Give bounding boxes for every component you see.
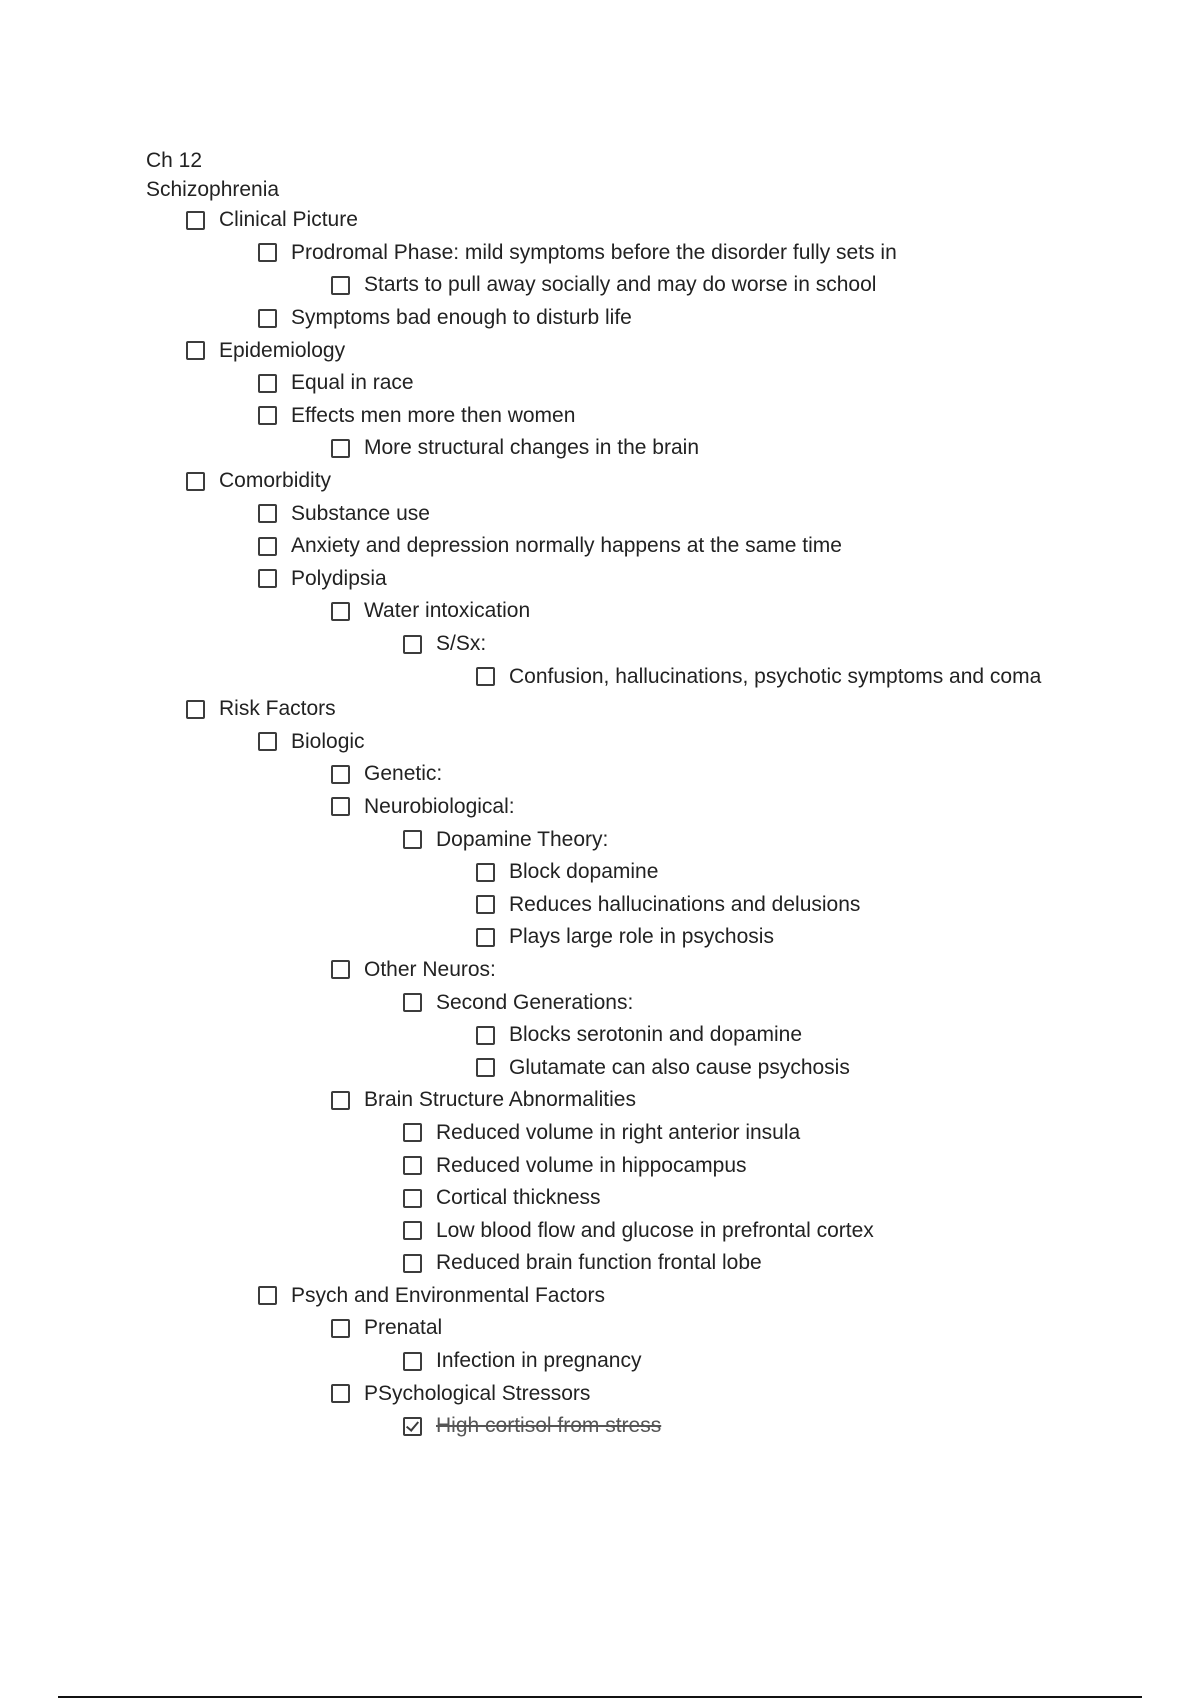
checkbox[interactable] (476, 928, 495, 947)
checklist-item (0, 595, 1200, 628)
checklist-item (0, 856, 1200, 889)
checkbox[interactable] (403, 993, 422, 1012)
checklist-item-label: Block dopamine (509, 860, 659, 884)
checklist-item (0, 269, 1200, 302)
checkbox[interactable] (403, 830, 422, 849)
checklist-item (0, 1280, 1200, 1313)
checklist-item-label: Equal in race (291, 371, 414, 395)
checkbox[interactable] (331, 1319, 350, 1338)
checkbox[interactable] (331, 797, 350, 816)
checklist-item (0, 628, 1200, 661)
checkbox[interactable] (331, 439, 350, 458)
checklist-item-label: Clinical Picture (219, 208, 358, 232)
checkbox[interactable] (258, 504, 277, 523)
document-header (146, 146, 279, 204)
checklist-item (0, 791, 1200, 824)
checklist-item (0, 660, 1200, 693)
checkbox[interactable] (476, 667, 495, 686)
checklist-item-label: Substance use (291, 501, 430, 525)
checkbox[interactable] (331, 276, 350, 295)
checklist-item-label: Prodromal Phase: mild symptoms before the disorder fully sets in (291, 240, 897, 264)
checklist-item (0, 726, 1200, 759)
checklist-item-label: Water intoxication (364, 599, 531, 623)
checkbox[interactable] (476, 863, 495, 882)
checklist-item (0, 530, 1200, 563)
checklist-item-label: Infection in pregnancy (436, 1349, 642, 1373)
checklist-item-label: PSychological Stressors (364, 1381, 591, 1405)
checklist-item-label: Dopamine Theory: (436, 827, 609, 851)
checklist-item-label: Brain Structure Abnormalities (364, 1088, 636, 1112)
checkbox[interactable] (403, 1352, 422, 1371)
checkbox[interactable] (331, 1384, 350, 1403)
checkbox[interactable] (331, 960, 350, 979)
checklist-item-label: Comorbidity (219, 469, 332, 493)
checkbox[interactable] (476, 1026, 495, 1045)
checklist-item (0, 497, 1200, 530)
checklist-item-label: Glutamate can also cause psychosis (509, 1055, 850, 1079)
checklist-item-label: Prenatal (364, 1316, 443, 1340)
checkbox[interactable] (186, 472, 205, 491)
document-title: Schizophrenia (146, 178, 280, 201)
checklist-item (0, 921, 1200, 954)
checklist-item (0, 1019, 1200, 1052)
checklist-item (0, 1410, 1200, 1443)
checklist-item (0, 888, 1200, 921)
checklist-item-label: Reduced volume in right anterior insula (436, 1120, 801, 1144)
checklist-item (0, 1345, 1200, 1378)
checklist-item-label: Blocks serotonin and dopamine (509, 1023, 803, 1047)
checkbox[interactable] (186, 341, 205, 360)
checkbox[interactable] (331, 602, 350, 621)
checklist-item-label: Second Generations: (436, 990, 634, 1014)
checklist-item (0, 1214, 1200, 1247)
checklist-item-label: Epidemiology (219, 338, 346, 362)
checkbox[interactable] (403, 1123, 422, 1142)
checklist-item (0, 563, 1200, 596)
checklist-item (0, 334, 1200, 367)
checklist-item (0, 758, 1200, 791)
checklist-item-label: Symptoms bad enough to disturb life (291, 306, 632, 330)
checklist (0, 204, 1200, 1443)
checkbox[interactable] (186, 700, 205, 719)
checkbox[interactable] (403, 1156, 422, 1175)
checklist-item (0, 954, 1200, 987)
checkbox[interactable] (258, 732, 277, 751)
checkbox[interactable] (476, 1058, 495, 1077)
checklist-item (0, 1247, 1200, 1280)
checkbox[interactable] (331, 1091, 350, 1110)
checkbox[interactable] (258, 569, 277, 588)
checklist-item-label: Biologic (291, 729, 365, 753)
checklist-item-label: Reduces hallucinations and delusions (509, 892, 861, 916)
checklist-item (0, 432, 1200, 465)
checklist-item (0, 465, 1200, 498)
checklist-item (0, 1312, 1200, 1345)
footer-divider (58, 1696, 1142, 1698)
checklist-item-label: Reduced volume in hippocampus (436, 1153, 747, 1177)
checklist-item-label: Reduced brain function frontal lobe (436, 1251, 762, 1275)
checkbox[interactable] (403, 1221, 422, 1240)
checklist-item (0, 1084, 1200, 1117)
checklist-item-label: Other Neuros: (364, 957, 496, 981)
checklist-item (0, 1182, 1200, 1215)
checklist-item-label: Confusion, hallucinations, psychotic symptoms and coma (509, 664, 1042, 688)
checkbox[interactable] (258, 406, 277, 425)
checklist-item (0, 823, 1200, 856)
checklist-item-label: Low blood flow and glucose in prefrontal cortex (436, 1218, 874, 1242)
checklist-item-label: Psych and Environmental Factors (291, 1283, 605, 1307)
checklist-item-label: Cortical thickness (436, 1186, 601, 1210)
checklist-item-label: Risk Factors (219, 697, 336, 721)
checkbox[interactable] (403, 635, 422, 654)
checkbox[interactable] (331, 765, 350, 784)
checkbox[interactable] (403, 1254, 422, 1273)
checkbox[interactable] (258, 309, 277, 328)
checkbox[interactable] (258, 243, 277, 262)
checklist-item (0, 1149, 1200, 1182)
checklist-item-label: More structural changes in the brain (364, 436, 700, 460)
checklist-item (0, 1117, 1200, 1150)
checklist-item-label: High cortisol from stress (436, 1414, 662, 1438)
checklist-item (0, 986, 1200, 1019)
checklist-item (0, 367, 1200, 400)
checkbox[interactable] (258, 374, 277, 393)
checked-checkbox[interactable] (403, 1417, 422, 1436)
checkbox[interactable] (476, 895, 495, 914)
checklist-item-label: Anxiety and depression normally happens at the same time (291, 534, 842, 558)
checklist-item (0, 1377, 1200, 1410)
checklist-item (0, 302, 1200, 335)
checkbox[interactable] (258, 1286, 277, 1305)
checklist-item (0, 237, 1200, 270)
checkbox[interactable] (403, 1189, 422, 1208)
checklist-item-label: Genetic: (364, 762, 443, 786)
checklist-item (0, 693, 1200, 726)
checklist-item (0, 400, 1200, 433)
checkbox[interactable] (186, 211, 205, 230)
checklist-item-label: S/Sx: (436, 632, 487, 656)
checklist-item (0, 204, 1200, 237)
checklist-item-label: Polydipsia (291, 566, 387, 590)
checkbox[interactable] (258, 537, 277, 556)
checklist-item (0, 1051, 1200, 1084)
checklist-item-label: Effects men more then women (291, 403, 576, 427)
checklist-item-label: Starts to pull away socially and may do worse in school (364, 273, 877, 297)
checklist-item-label: Plays large role in psychosis (509, 925, 774, 949)
checklist-item-label: Neurobiological: (364, 794, 515, 818)
chapter-label: Ch 12 (146, 149, 203, 172)
